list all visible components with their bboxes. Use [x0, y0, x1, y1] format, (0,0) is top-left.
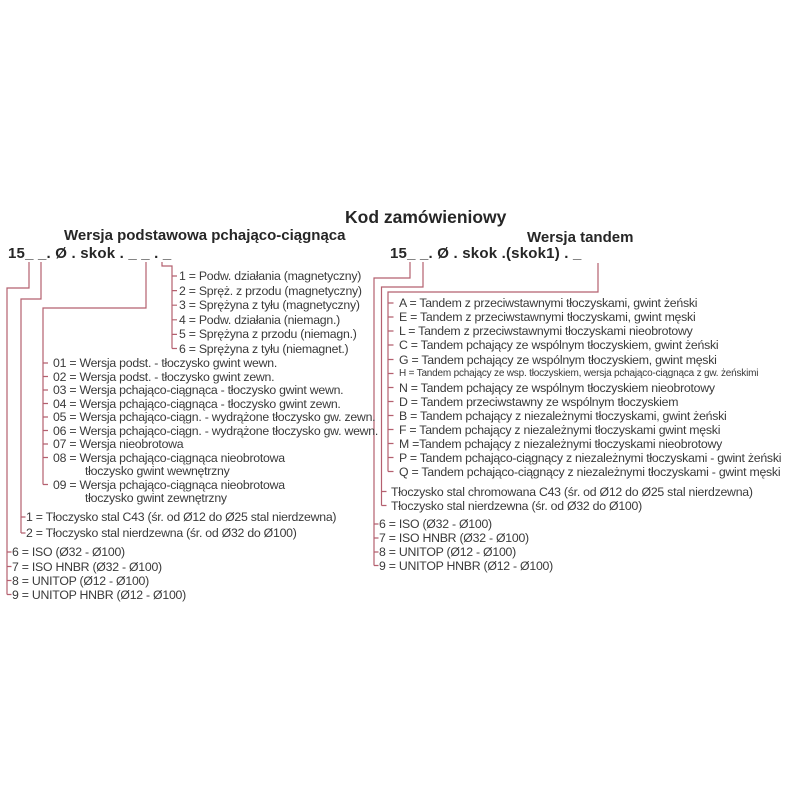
tandem-type-option: Q = Tandem pchająco-ciągnący z niezależnymi tłoczyskami - gwint męski [399, 464, 781, 479]
tandem-type-option: C = Tandem pchający ze wspólnym tłoczyskiem, gwint żeński [399, 338, 719, 352]
basic-version-option: 03 = Wersja pchająco-ciągnąca - tłoczysko gwint wewn. [53, 383, 344, 397]
basic-action-option: 4 = Podw. działania (niemagn.) [179, 312, 340, 327]
basic-action-option: 6 = Sprężyna z tyłu (niemagnet.) [179, 341, 349, 356]
basic-version-option: 05 = Wersja pchająco-ciągn. - wydrążone tłoczysko gw. zewn. [53, 410, 376, 424]
tandem-type-option: H = Tandem pchający ze wsp. tłoczyskiem, wersja pchająco-ciągnąca z gw. żeńskimi [399, 367, 759, 379]
basic-seal-option: 6 = ISO (Ø32 - Ø100) [12, 545, 125, 559]
basic-version-option: 04 = Wersja pchająco-ciągnąca - tłoczysko gwint zewn. [53, 396, 341, 411]
tandem-seal-option: 6 = ISO (Ø32 - Ø100) [379, 517, 492, 531]
basic-version-option-cont: tłoczysko gwint zewnętrzny [85, 491, 227, 505]
basic-version-option: 08 = Wersja pchająco-ciągnąca nieobrotowa [53, 450, 285, 465]
basic-code: 15_ _. Ø . skok . _ _ . _ [8, 245, 172, 262]
tandem-type-option: D = Tandem przeciwstawny ze wspólnym tłoczyskiem [399, 394, 679, 409]
basic-rod-option: 1 = Tłoczysko stal C43 (śr. od Ø12 do Ø25 stal nierdzewna) [26, 510, 337, 524]
tandem-code: 15_ _. Ø . skok .(skok1) . _ [390, 245, 582, 262]
tandem-seal-option: 7 = ISO HNBR (Ø32 - Ø100) [379, 531, 529, 545]
tandem-rod-option: Tłoczysko stal nierdzewna (śr. od Ø32 do Ø100) [391, 498, 642, 513]
page-title: Kod zamówieniowy [345, 207, 507, 227]
tandem-seal-option: 8 = UNITOP (Ø12 - Ø100) [379, 545, 516, 559]
tandem-type-option: B = Tandem pchający z niezależnymi tłoczyskami, gwint żeński [399, 408, 727, 423]
basic-action-option: 2 = Spręż. z przodu (magnetyczny) [179, 283, 362, 298]
tandem-subtitle: Wersja tandem [527, 229, 634, 246]
tandem-type-option: M =Tandem pchający z niezależnymi tłoczyskami nieobrotowy [399, 436, 723, 451]
tandem-seal-option: 9 = UNITOP HNBR (Ø12 - Ø100) [379, 558, 553, 573]
basic-version-option: 06 = Wersja pchająco-ciągn. - wydrążone tłoczysko gw. wewn. [53, 423, 379, 438]
basic-action-option: 1 = Podw. działania (magnetyczny) [179, 269, 362, 283]
tandem-type-option: P = Tandem pchająco-ciągnący z niezależnymi tłoczyskami - gwint żeński [399, 450, 782, 465]
basic-version-option: 09 = Wersja pchająco-ciągnąca nieobrotowa [53, 477, 285, 492]
basic-version-option: 02 = Wersja podst. - tłoczysko gwint zewn. [53, 369, 275, 384]
basic-seal-option: 8 = UNITOP (Ø12 - Ø100) [12, 573, 149, 588]
basic-seal-option: 9 = UNITOP HNBR (Ø12 - Ø100) [12, 587, 186, 602]
tandem-type-option: E = Tandem z przeciwstawnymi tłoczyskami, gwint męski [399, 310, 696, 324]
basic-version-option: 07 = Wersja nieobrotowa [53, 437, 184, 451]
tandem-type-option: L = Tandem z przeciwstawnymi tłoczyskami nieobrotowy [399, 324, 693, 338]
tandem-type-option: A = Tandem z przeciwstawnymi tłoczyskami, gwint żeński [399, 296, 698, 310]
basic-rod-bracket [21, 262, 41, 533]
basic-rod-option: 2 = Tłoczysko stal nierdzewna (śr. od Ø32 do Ø100) [26, 526, 297, 540]
basic-seal-option: 7 = ISO HNBR (Ø32 - Ø100) [12, 559, 162, 574]
basic-version-option-cont: tłoczysko gwint wewnętrzny [85, 464, 230, 478]
tandem-rod-option: Tłoczysko stal chromowana C43 (śr. od Ø12 do Ø25 stal nierdzewna) [391, 484, 753, 499]
tandem-type-option: N = Tandem pchający ze wspólnym tłoczyskiem nieobrotowy [399, 380, 715, 395]
tandem-type-option: G = Tandem pchający ze wspólnym tłoczyskiem, gwint męski [399, 352, 717, 367]
basic-action-option: 3 = Sprężyna z tyłu (magnetyczny) [179, 298, 360, 313]
tandem-type-option: F = Tandem pchający z niezależnymi tłoczyskami gwint męski [399, 422, 721, 437]
basic-action-option: 5 = Sprężyna z przodu (niemagn.) [179, 327, 357, 342]
basic-version-option: 01 = Wersja podst. - tłoczysko gwint wewn. [53, 356, 278, 370]
basic-action-bracket [162, 262, 177, 349]
basic-subtitle: Wersja podstawowa pchająco-ciągnąca [64, 227, 346, 244]
